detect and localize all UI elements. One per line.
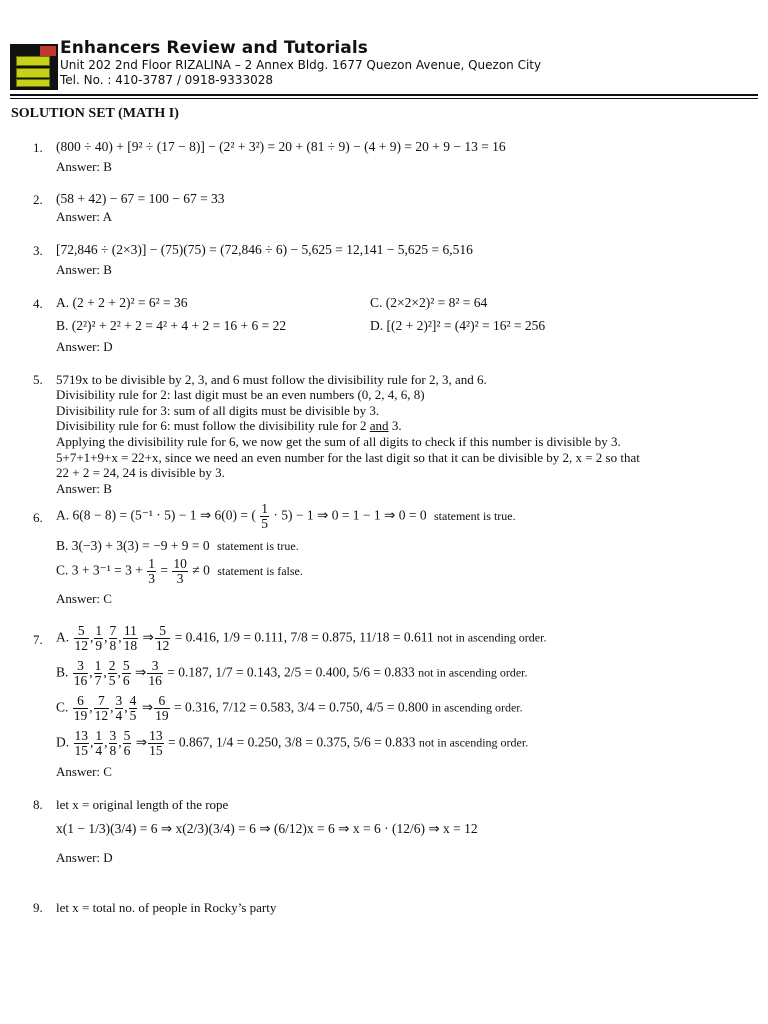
option-label: C. xyxy=(56,699,69,715)
fraction: $\frac{11}{18}$ xyxy=(123,623,138,653)
option-label: A. xyxy=(56,629,70,645)
fraction: $\frac{3}{16}$ xyxy=(73,658,88,688)
q7-option-c: C. $\frac{6}{19}$ , $\frac{7}{12}$ , $\frac{3}{4}$ , $\frac{4}{5}$ ⇒ $\frac{6}{19}$ = 0.316, 7/12 = 0.583, 3/4 = 0.750, 4/5 = 0.800 in ascending order. xyxy=(56,693,523,723)
q5-line: 5719x to be divisible by 2, 3, and 6 must follow the divisibility rule for 2, 3, and 6. xyxy=(56,372,487,387)
q5-line: Divisibility rule for 3: sum of all digits must be divisible by 3. xyxy=(56,403,380,418)
fraction: $\frac{7}{8}$ xyxy=(109,623,117,653)
item-number: 1. xyxy=(33,140,43,155)
q6-a-pre: A. 6(8 − 8) = (5⁻¹ · 5) − 1 ⇒ 6(0) = ( xyxy=(56,507,256,523)
logo xyxy=(10,44,58,90)
q5-answer: Answer: B xyxy=(56,481,112,496)
fraction: $\frac{3}{4}$ xyxy=(115,693,123,723)
q4-option-b: B. (2²)² + 2² + 2 = 4² + 4 + 2 = 16 + 6 = 22 xyxy=(56,318,287,333)
fraction: $\frac{4}{5}$ xyxy=(129,693,137,723)
q1-expression: (800 ÷ 40) + [9² ÷ (17 − 8)] − (2² + 3²) = 20 + (81 ÷ 9) − (4 + 9) = 20 + 9 − 13 = 16 xyxy=(56,139,506,154)
fraction: $\frac{6}{19}$ xyxy=(155,693,169,723)
q7-a-note: not in ascending order. xyxy=(437,630,547,645)
item-number: 3. xyxy=(33,243,43,258)
option-label: D. xyxy=(56,734,70,750)
fraction: $\frac{5}{12}$ xyxy=(74,623,88,653)
q6-c-post: ≠ 0 xyxy=(192,562,210,578)
q7-b-note: not in ascending order. xyxy=(418,665,528,680)
q8-answer: Answer: D xyxy=(56,850,113,865)
header-phone: Tel. No. : 410-3787 / 0918-9333028 xyxy=(60,73,273,87)
q3-answer: Answer: B xyxy=(56,262,112,277)
fraction: $\frac{2}{5}$ xyxy=(108,658,116,688)
fraction: $\frac{5}{12}$ xyxy=(155,623,170,653)
q4-option-a: A. (2 + 2 + 2)² = 6² = 36 xyxy=(56,295,188,310)
header-rule xyxy=(10,94,758,96)
item-number: 8. xyxy=(33,797,43,812)
q6-c-pre: C. 3 + 3⁻¹ = 3 + xyxy=(56,562,143,578)
q7-option-d: D. $\frac{13}{15}$ , $\frac{1}{4}$ , $\frac{3}{8}$ , $\frac{5}{6}$ ⇒ $\frac{13}{15}$ = 0.867, 1/4 = 0.250, 3/8 = 0.375, 5/6 = 0.833 not in ascending order. xyxy=(56,728,529,758)
header-title: Enhancers Review and Tutorials xyxy=(60,38,369,58)
q7-d-note: not in ascending order. xyxy=(418,735,529,750)
q8-expression: x(1 − 1/3)(3/4) = 6 ⇒ x(2/3)(3/4) = 6 ⇒ (6/12)x = 6 ⇒ x = 6 · (12/6) ⇒ x = 12 xyxy=(56,821,478,836)
logo-tag xyxy=(40,46,56,56)
item-number: 7. xyxy=(33,632,43,647)
q7-c-note: in ascending order. xyxy=(431,700,523,715)
option-label: B. xyxy=(56,664,69,680)
q8-statement: let x = original length of the rope xyxy=(56,797,229,812)
fraction: $\frac{13}{15}$ xyxy=(74,728,88,758)
q4-answer: Answer: D xyxy=(56,339,113,354)
fraction: $\frac{13}{15}$ xyxy=(149,728,163,758)
q3-expression: [72,846 ÷ (2×3)] − (75)(75) = (72,846 ÷ 6) − 5,625 = 12,141 − 5,625 = 6,516 xyxy=(56,242,473,257)
logo-bar xyxy=(16,68,50,78)
header-address: Unit 202 2nd Floor RIZALINA – 2 Annex Bldg. 1677 Quezon Avenue, Quezon City xyxy=(60,58,542,72)
header-rule-thin xyxy=(10,98,758,99)
q6-c-note: statement is false. xyxy=(217,563,303,578)
q6-option-a xyxy=(56,502,516,531)
fraction: $\frac{3}{8}$ xyxy=(109,728,117,758)
q7-a-values: = 0.416, 1/9 = 0.111, 7/8 = 0.875, 11/18 = 0.611 xyxy=(174,629,434,645)
q5-line xyxy=(56,418,402,434)
q6-answer: Answer: C xyxy=(56,591,112,606)
fraction: $\frac{6}{19}$ xyxy=(73,693,88,723)
fraction: $\frac{1}{5}$ xyxy=(261,501,269,531)
item-number: 4. xyxy=(33,296,43,311)
q7-b-values: = 0.187, 1/7 = 0.143, 2/5 = 0.400, 5/6 = 0.833 xyxy=(167,664,415,680)
q6-c-mid: = xyxy=(160,562,169,578)
q5-line-tail: 3. xyxy=(391,418,402,433)
fraction: $\frac{1}{4}$ xyxy=(95,728,103,758)
q7-d-values: = 0.867, 1/4 = 0.250, 3/8 = 0.375, 5/6 = 0.833 xyxy=(167,734,416,750)
q4-option-d: D. [(2 + 2)²]² = (4²)² = 16² = 256 xyxy=(370,318,546,333)
q5-line: Applying the divisibility rule for 6, we now get the sum of all digits to check if this number is divisible by 3. xyxy=(56,434,621,449)
q5-line: 22 + 2 = 24, 24 is divisible by 3. xyxy=(56,465,225,480)
q5-line-text: Divisibility rule for 6: must follow the divisibility rule for 2 xyxy=(56,418,367,433)
q6-a-note: statement is true. xyxy=(433,508,516,523)
q4-option-c: C. (2×2×2)² = 8² = 64 xyxy=(370,295,488,310)
fraction: $\frac{1}{7}$ xyxy=(94,658,102,688)
item-number: 6. xyxy=(33,510,43,525)
q7-answer: Answer: C xyxy=(56,764,112,779)
fraction: $\frac{1}{3}$ xyxy=(148,556,156,586)
q7-option-b: B. $\frac{3}{16}$ , $\frac{1}{7}$ , $\frac{2}{5}$ , $\frac{5}{6}$ ⇒ $\frac{3}{16}$ = 0.187, 1/7 = 0.143, 2/5 = 0.400, 5/6 = 0.833 not in ascending order. xyxy=(56,658,528,688)
fraction: $\frac{7}{12}$ xyxy=(94,693,109,723)
logo-bar xyxy=(16,56,50,66)
q2-expression: (58 + 42) − 67 = 100 − 67 = 33 xyxy=(56,191,225,206)
q5-and-underlined: and xyxy=(369,418,389,433)
fraction: $\frac{3}{16}$ xyxy=(148,658,162,688)
section-title: SOLUTION SET (MATH I) xyxy=(11,106,179,121)
q7-option-a: A. $\frac{5}{12}$ , $\frac{1}{9}$ , $\frac{7}{8}$ , $\frac{11}{18}$ ⇒ $\frac{5}{12}$ = 0.416, 1/9 = 0.111, 7/8 = 0.875, 11/18 = 0.611 not in ascending order. xyxy=(56,623,547,653)
fraction: $\frac{5}{6}$ xyxy=(123,728,131,758)
q6-option-b xyxy=(56,538,299,554)
q6-b-note: statement is true. xyxy=(217,539,299,553)
q6-b-expr: B. 3(−3) + 3(3) = −9 + 9 = 0 xyxy=(56,538,210,553)
q6-a-post: · 5) − 1 ⇒ 0 = 1 − 1 ⇒ 0 = 0 xyxy=(273,507,427,523)
q6-option-c xyxy=(56,557,303,586)
q2-answer: Answer: A xyxy=(56,209,112,224)
q5-line: 5+7+1+9+x = 22+x, since we need an even number for the last digit so that it can be divisible by 2, x = 2 so that xyxy=(56,450,640,465)
logo-bar xyxy=(16,79,50,87)
item-number: 9. xyxy=(33,900,43,915)
fraction: $\frac{10}{3}$ xyxy=(173,556,187,586)
fraction: $\frac{5}{6}$ xyxy=(122,658,130,688)
item-number: 2. xyxy=(33,192,43,207)
q7-c-values: = 0.316, 7/12 = 0.583, 3/4 = 0.750, 4/5 = 0.800 xyxy=(173,699,429,715)
item-number: 5. xyxy=(33,372,43,387)
q9-statement: let x = total no. of people in Rocky’s party xyxy=(56,900,277,915)
q5-line: Divisibility rule for 2: last digit must be an even numbers (0, 2, 4, 6, 8) xyxy=(56,387,425,402)
q1-answer: Answer: B xyxy=(56,159,112,174)
fraction: $\frac{1}{9}$ xyxy=(95,623,103,653)
